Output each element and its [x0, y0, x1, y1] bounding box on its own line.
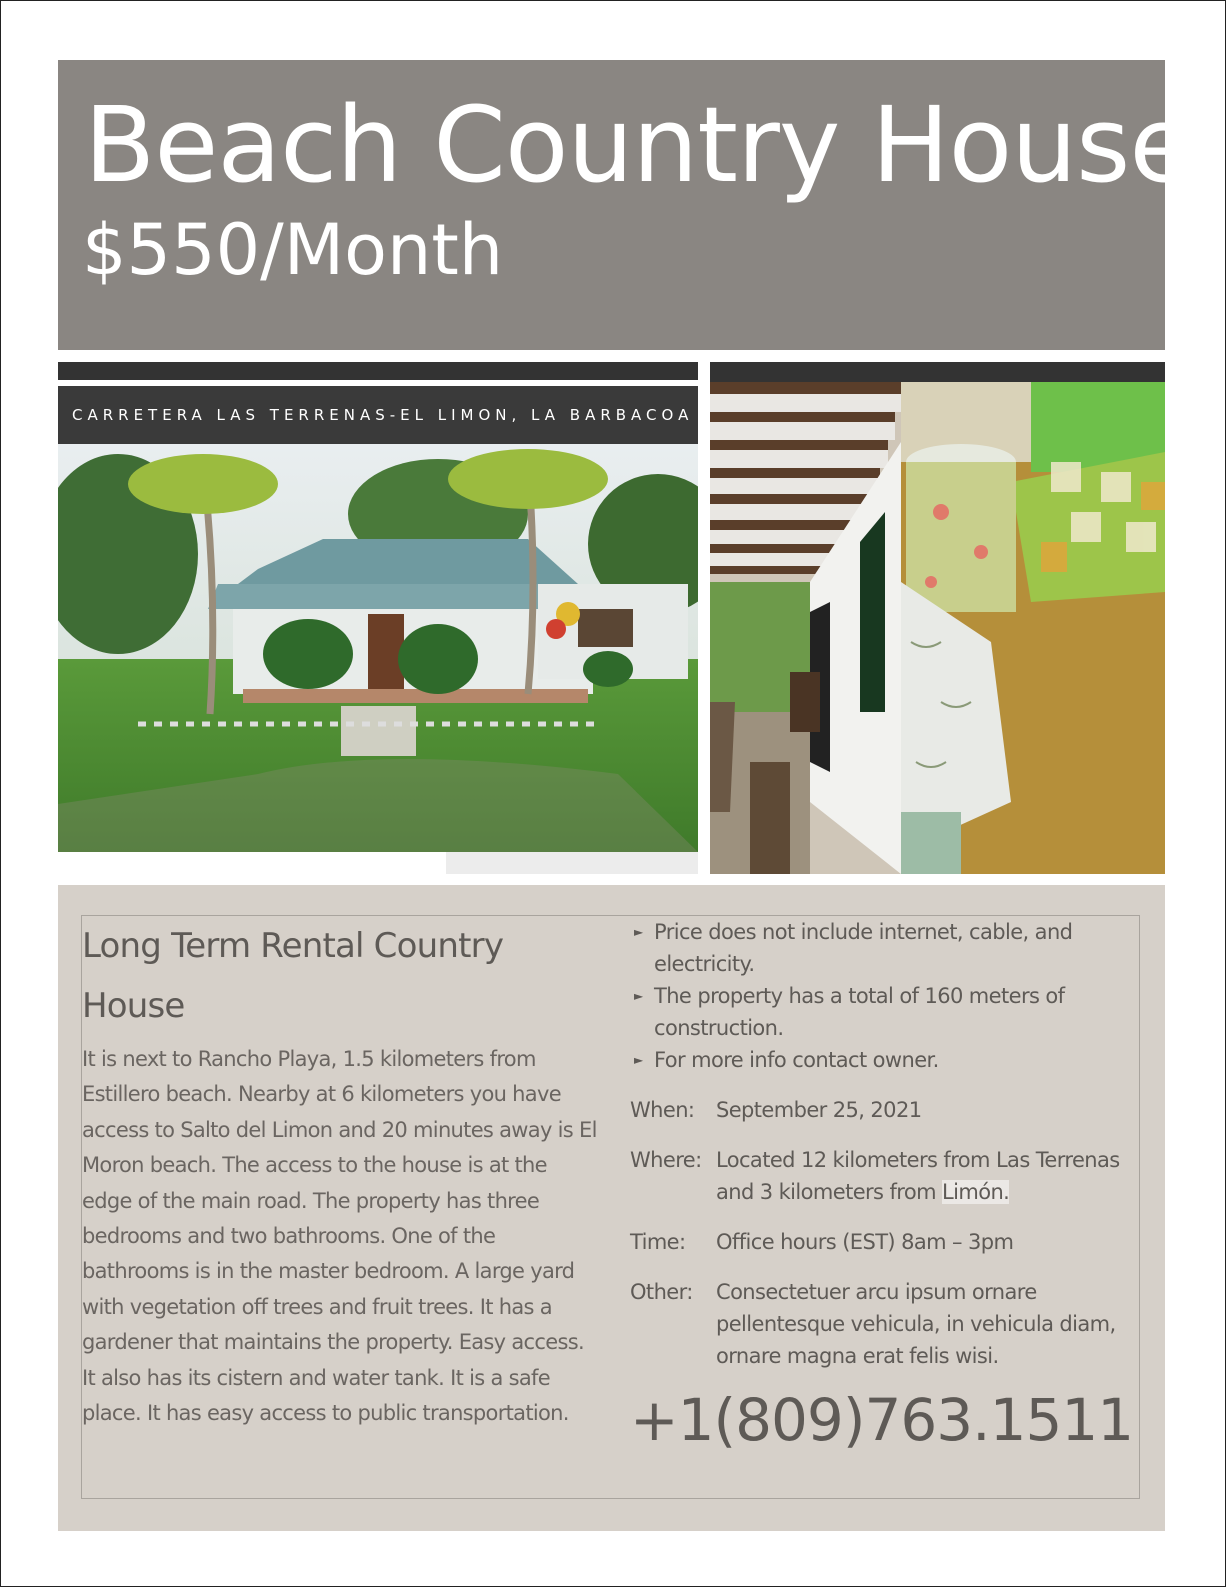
time-label: Time:	[630, 1230, 686, 1254]
location-caption: CARRETERA LAS TERRENAS-EL LIMON, LA BARBACOA	[58, 386, 698, 444]
triangle-bullet-icon: ►	[634, 925, 643, 939]
interior-photos-panel	[710, 362, 1165, 874]
info-box	[81, 915, 1140, 1499]
interior-top-bar	[710, 362, 1165, 382]
where-value-highlight: Limón.	[942, 1180, 1010, 1204]
triangle-bullet-icon: ►	[634, 989, 643, 1003]
photo-top-bar	[58, 362, 698, 380]
where-value	[716, 1144, 1130, 1208]
bullet-text: Price does not include internet, cable, and electricity.	[654, 920, 1073, 976]
bullet-list	[630, 916, 1130, 1076]
listing-heading: Long Term Rental Country House	[82, 926, 504, 1026]
bedroom-photo	[901, 382, 1165, 874]
where-value-text: Located 12 kilometers from Las Terrenas and 3 kilometers from	[716, 1148, 1120, 1204]
bullet-text: For more info contact owner.	[654, 1048, 939, 1072]
photo-foot-strip	[446, 852, 698, 874]
bullet-text: The property has a total of 160 meters of construction.	[654, 984, 1065, 1040]
where-row	[630, 1144, 1130, 1208]
house-photo-panel	[58, 362, 698, 874]
other-label: Other:	[630, 1280, 693, 1304]
list-item	[630, 1044, 1130, 1076]
when-row	[630, 1094, 1130, 1126]
time-row	[630, 1226, 1130, 1258]
triangle-bullet-icon: ►	[634, 1053, 643, 1067]
list-item	[630, 916, 1130, 980]
page-title: Beach Country House	[84, 84, 1193, 206]
house-photo	[58, 444, 698, 852]
porch-photo	[710, 382, 901, 874]
when-label: When:	[630, 1098, 695, 1122]
phone-number: +1(809)763.1511	[630, 1386, 1134, 1454]
listing-description: It is next to Rancho Playa, 1.5 kilometers from Estillero beach. Nearby at 6 kilometers you have access to Salto del Limon and 20 minutes away is El Moron beach. The access to the house is at the edge of the main road. The property has three bedrooms and two bathrooms. One of the bathrooms is in the master bedroom. A large yard with vegetation off trees and fruit trees. It has a gardener that maintains the property. Easy access. It also has its cistern and water tank. It is a safe place. It has easy access to public transportation.	[82, 1047, 597, 1426]
info-panel	[58, 885, 1165, 1531]
when-value: September 25, 2021	[716, 1098, 922, 1122]
other-row	[630, 1276, 1130, 1372]
other-value: Consectetuer arcu ipsum ornare pellentesque vehicula, in vehicula diam, ornare magna erat felis wisi.	[716, 1280, 1116, 1368]
where-label: Where:	[630, 1148, 702, 1172]
header-banner	[58, 60, 1193, 350]
price-label: $550/Month	[82, 209, 504, 291]
list-item	[630, 980, 1130, 1044]
time-value: Office hours (EST) 8am – 3pm	[716, 1230, 1014, 1254]
details-column	[630, 916, 1130, 1372]
listing-column	[82, 916, 602, 1431]
